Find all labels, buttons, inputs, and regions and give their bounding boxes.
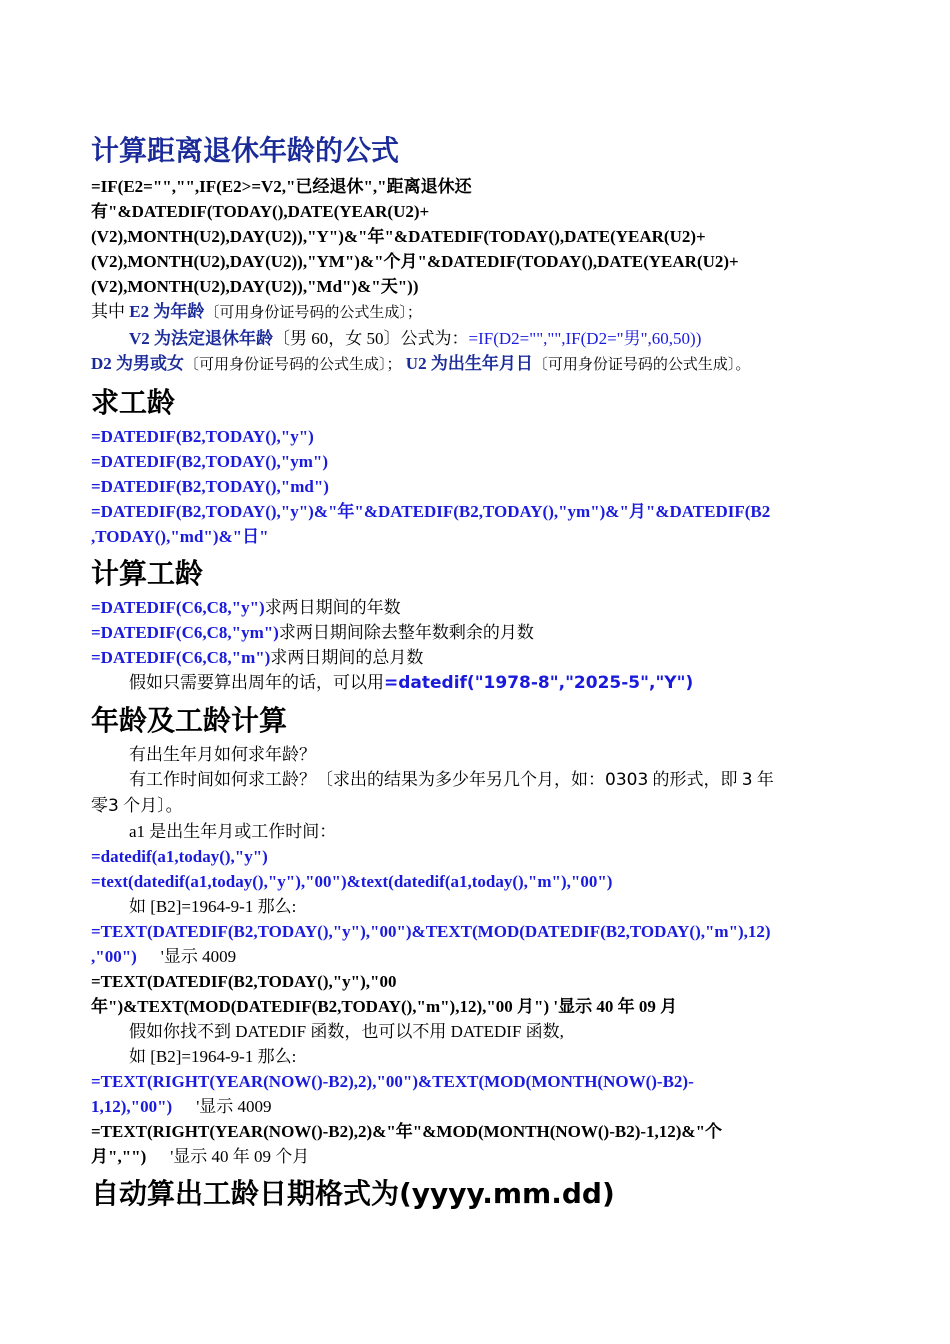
formula-row — [91, 595, 863, 620]
question-text: 个月〕。 — [123, 796, 183, 815]
formula-line: =IF(E2="","",IF(E2>=V2,"已经退休","距离退休还 — [91, 177, 472, 196]
formula-line — [91, 1144, 863, 1169]
formula-description: 求两日期间除去整年数剩余的月数 — [278, 623, 534, 642]
note-e2-detail: 〔可用身份证号码的公式生成〕； — [204, 305, 422, 321]
formula-line: ,TODAY(),"md")&"日" — [91, 527, 269, 546]
formula-line: =DATEDIF(B2,TODAY(),"y") — [91, 427, 314, 446]
example-code: 0303 — [605, 770, 649, 790]
formula: ,"00") — [91, 947, 137, 966]
formula-line: (V2),MONTH(U2),DAY(U2)),"Y")&"年"&DATEDIF(TODAY(),DATE(YEAR(U2)+ — [91, 227, 706, 246]
formula-line: =TEXT(DATEDIF(B2,TODAY(),"y"),"00")&TEXT(MOD(DATEDIF(B2,TODAY(),"m"),12) — [91, 922, 771, 941]
tip-text: 假如只需要算出周年的话，可以用 — [129, 673, 384, 692]
section-title-auto-format: 自动算出工龄日期格式为(yyyy.mm.dd) — [91, 1177, 615, 1210]
formula-line — [91, 994, 863, 1019]
formula-row — [91, 620, 863, 645]
result-display: '显示 40 年 09 月 — [553, 997, 678, 1016]
a1-description: a1 是出生年月或工作时间： — [129, 822, 337, 841]
question-text: 年 — [756, 770, 774, 789]
formula-line: =TEXT(RIGHT(YEAR(NOW()-B2),2)&"年"&MOD(MONTH(NOW()-B2)-1,12)&"个 — [91, 1122, 723, 1141]
formula-row — [91, 645, 863, 670]
note-v2-label: V2 为法定退休年龄 — [129, 329, 274, 348]
formula: 1,12),"00") — [91, 1097, 173, 1116]
section-title-seniority: 求工龄 — [91, 386, 176, 419]
formula-line — [91, 944, 863, 969]
formula-description: 求两日期间的总月数 — [270, 648, 424, 667]
section-title-calc-seniority: 计算工龄 — [91, 557, 204, 590]
example-b2: 如 [B2]=1964-9-1 那么: — [129, 1047, 297, 1066]
formula-line: =TEXT(RIGHT(YEAR(NOW()-B2),2),"00")&TEXT(MOD(MONTH(NOW()-B2)- — [91, 1072, 694, 1091]
tip-anniversary — [91, 670, 863, 696]
formula-line: =DATEDIF(B2,TODAY(),"ym") — [91, 452, 328, 471]
question-seniority-cont — [91, 793, 863, 819]
note-d2-detail: 〔可用身份证号码的公式生成〕； — [184, 357, 402, 373]
question-text: 零 — [91, 796, 108, 815]
formula-line: (V2),MONTH(U2),DAY(U2)),"YM")&"个月"&DATEDIF(TODAY(),DATE(YEAR(U2)+ — [91, 252, 739, 271]
result-display: '显示 4009 — [160, 947, 237, 966]
formula-line: 有"&DATEDIF(TODAY(),DATE(YEAR(U2)+ — [91, 202, 430, 221]
example-number: 3 — [741, 770, 753, 790]
note-v2-formula: =IF(D2="","",IF(D2="男",60,50)) — [468, 329, 702, 348]
question-seniority — [91, 767, 863, 793]
note-d2-u2 — [91, 351, 863, 378]
example-number: 3 — [108, 796, 119, 816]
formula-line: =datedif(a1,today(),"y") — [91, 847, 268, 866]
note-u2-detail: 〔可用身份证号码的公式生成〕。 — [532, 357, 751, 373]
note-prefix: 其中 — [91, 302, 125, 321]
section-title-retirement: 计算距离退休年龄的公式 — [91, 134, 400, 167]
formula: 月","") — [91, 1147, 147, 1166]
formula-description: 求两日期间的年数 — [264, 598, 401, 617]
formula-line — [91, 1094, 863, 1119]
formula-line: =DATEDIF(B2,TODAY(),"y")&"年"&DATEDIF(B2,TODAY(),"ym")&"月"&DATEDIF(B2 — [91, 502, 771, 521]
formula: =DATEDIF(C6,C8,"y") — [91, 598, 265, 617]
note-u2-label: U2 为出生年月日 — [405, 354, 533, 373]
alt-method-text: 假如你找不到 DATEDIF 函数，也可以不用 DATEDIF 函数, — [129, 1022, 564, 1041]
section-title-age-seniority: 年龄及工龄计算 — [91, 704, 288, 737]
note-v2-detail: 〔男 60，女 50〕公式为： — [273, 329, 469, 348]
note-e2-label: E2 为年龄 — [129, 302, 205, 321]
formula-line: =TEXT(DATEDIF(B2,TODAY(),"y"),"00 — [91, 972, 397, 991]
tip-formula: =datedif("1978-8","2025-5","Y") — [384, 673, 694, 693]
note-v2 — [91, 326, 863, 351]
question-text: 的形式，即 — [652, 770, 738, 789]
formula: =DATEDIF(C6,C8,"m") — [91, 648, 271, 667]
formula-line: (V2),MONTH(U2),DAY(U2)),"Md")&"天")) — [91, 277, 419, 296]
example-b2: 如 [B2]=1964-9-1 那么: — [129, 897, 297, 916]
note-d2-label: D2 为男或女 — [91, 354, 185, 373]
formula-line: =text(datedif(a1,today(),"y"),"00")&text(datedif(a1,today(),"m"),"00") — [91, 872, 613, 891]
question-age: 有出生年月如何求年龄？ — [129, 745, 316, 764]
result-display: '显示 40 年 09 个月 — [170, 1147, 310, 1166]
note-e2 — [91, 299, 863, 326]
document-page — [91, 132, 863, 1215]
formula-line: =DATEDIF(B2,TODAY(),"md") — [91, 477, 329, 496]
question-text: 有工作时间如何求工龄？〔求出的结果为多少年另几个月，如： — [129, 770, 605, 789]
formula: 年")&TEXT(MOD(DATEDIF(B2,TODAY(),"m"),12),"00 月") — [91, 997, 550, 1016]
formula: =DATEDIF(C6,C8,"ym") — [91, 623, 279, 642]
result-display: '显示 4009 — [196, 1097, 272, 1116]
